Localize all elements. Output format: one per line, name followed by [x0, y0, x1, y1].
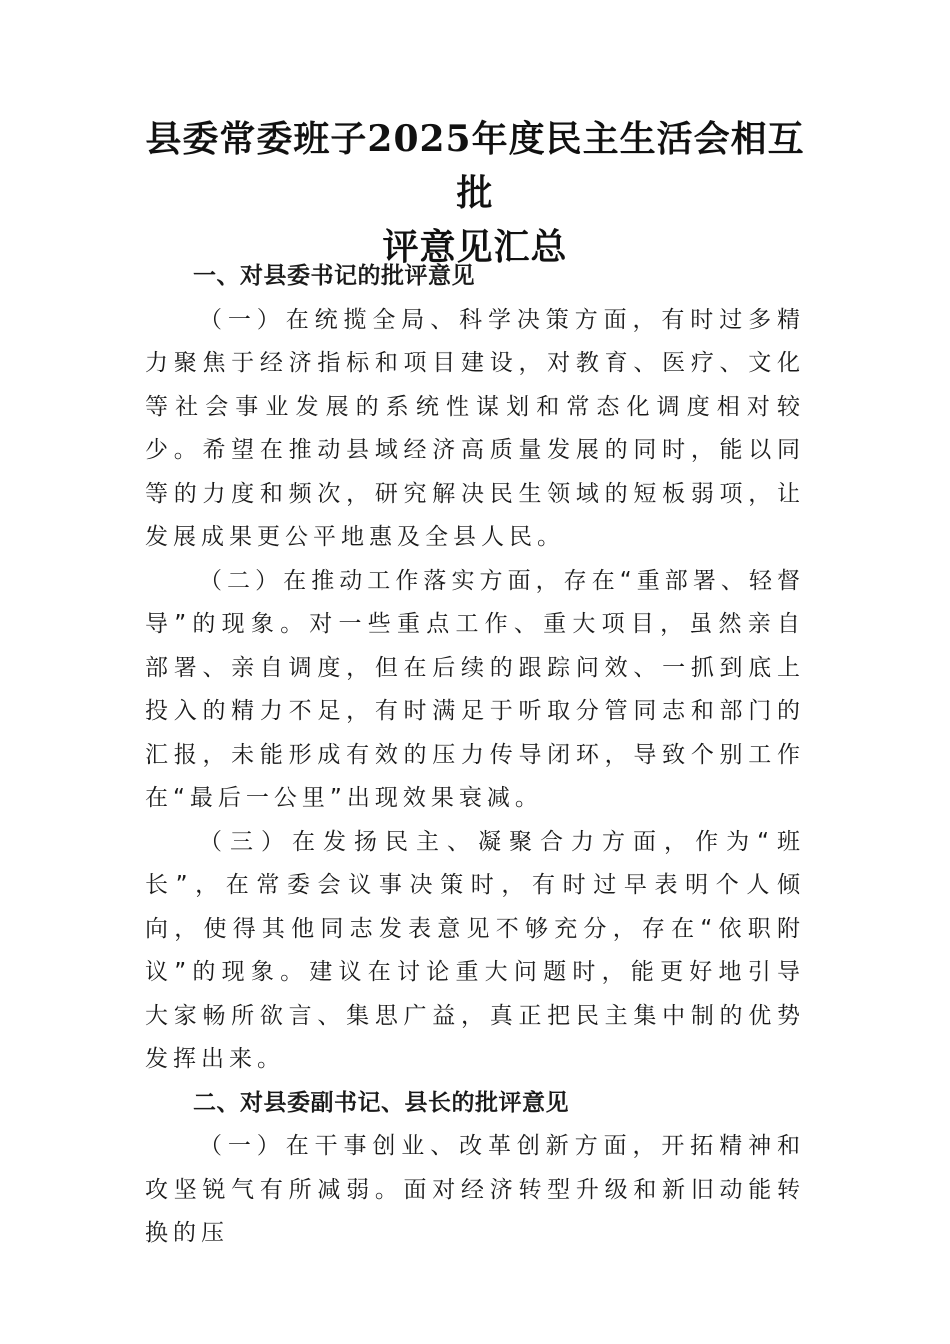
document-title	[145, 112, 805, 274]
section-heading-1: 一、对县委书记的批评意见	[193, 263, 475, 289]
document-body	[145, 255, 805, 1256]
title-line-2: 评意见汇总	[382, 226, 568, 268]
paragraph: （一）在统揽全局、科学决策方面，有时过多精力聚焦于经济指标和项目建设，对教育、医疗、文化等社会事业发展的系统性谋划和常态化调度相对较少。希望在推动县域经济高质量发展的同时，能以同等的力度和频次，研究解决民生领域的短板弱项，让发展成果更公平地惠及全县人民。	[145, 306, 805, 550]
section-heading-2: 二、对县委副书记、县长的批评意见	[193, 1089, 569, 1116]
paragraph: （二）在推动工作落实方面，存在“重部署、轻督导”的现象。对一些重点工作、重大项目，虽然亲自部署、亲自调度，但在后续的跟踪问效、一抓到底上投入的精力不足，有时满足于听取分管同志和部门的汇报，未能形成有效的压力传导闭环，导致个别工作在“最后一公里”出现效果衰减。	[145, 567, 805, 811]
paragraph: （三）在发扬民主、凝聚合力方面，作为“班长”，在常委会议事决策时，有时过早表明个人倾向，使得其他同志发表意见不够充分，存在“依职附议”的现象。建议在讨论重大问题时，能更好地引导大家畅所欲言、集思广益，真正把民主集中制的优势发挥出来。	[145, 828, 805, 1072]
paragraph: （一）在干事创业、改革创新方面，开拓精神和攻坚锐气有所减弱。面对经济转型升级和新旧动能转换的压	[145, 1133, 805, 1246]
title-line-1: 县委常委班子2025年度民主生活会相互批	[145, 118, 805, 214]
